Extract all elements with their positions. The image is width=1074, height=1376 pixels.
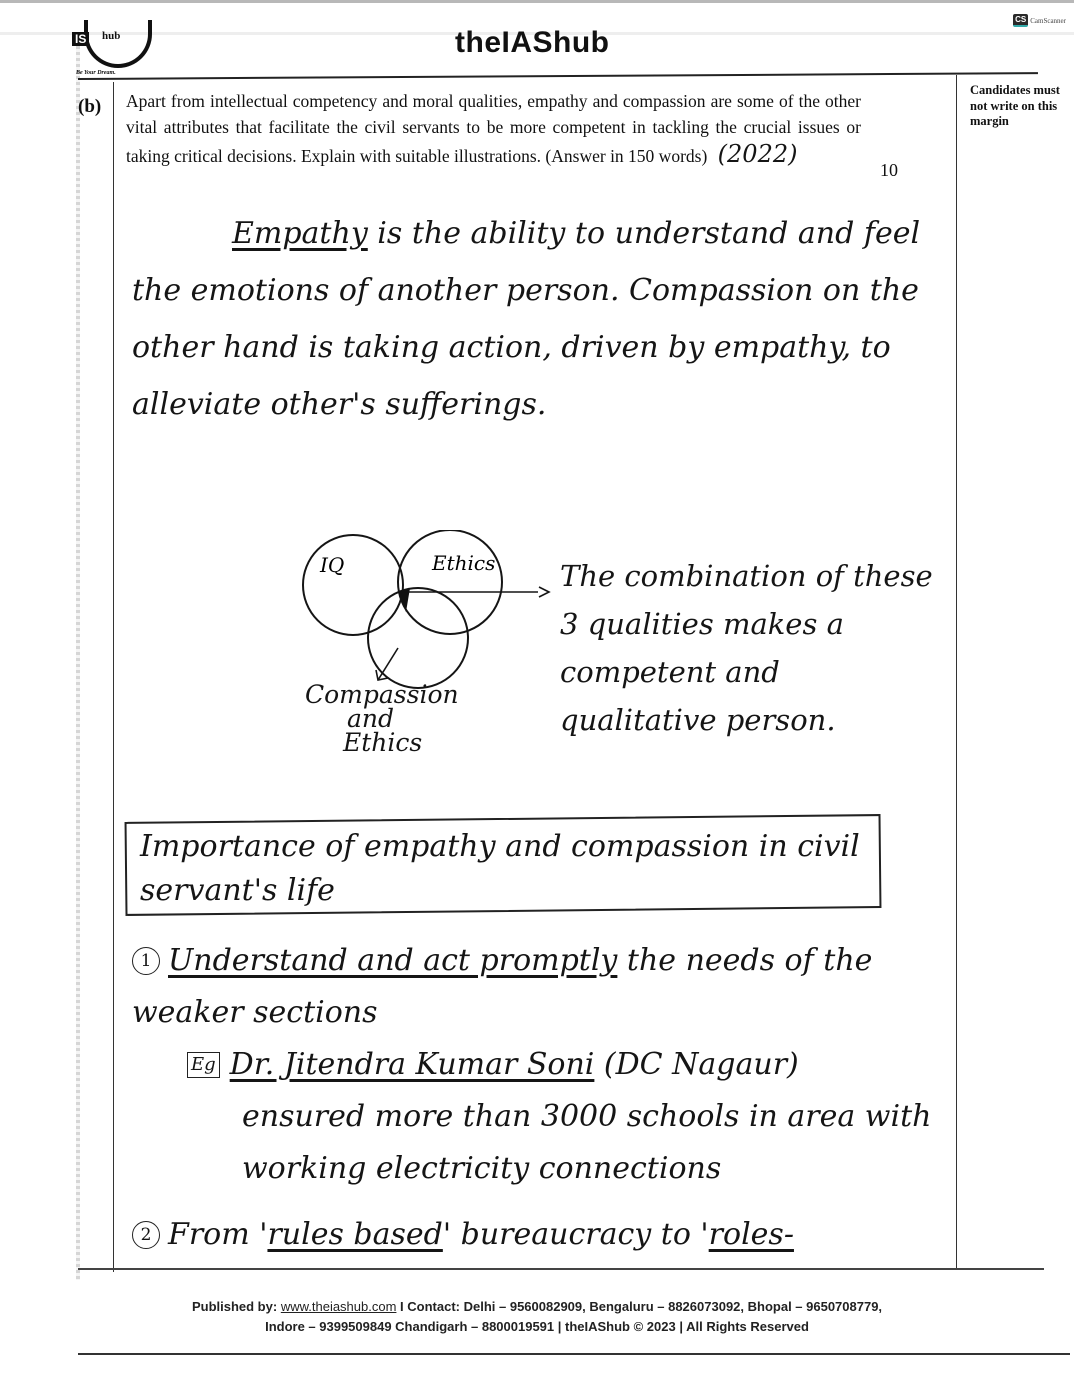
venn-circle-iq [303, 535, 403, 635]
point-1 [132, 935, 962, 1195]
example [132, 1039, 962, 1195]
question-label: (b) [78, 96, 102, 117]
point-title: Understand and act promptly [168, 943, 618, 978]
intro-keyword: Empathy [232, 216, 368, 251]
venn-diagram [298, 530, 538, 700]
down-arrow-line [378, 648, 398, 680]
venn-label-ethics: Ethics [432, 551, 496, 575]
point-text: the needs of the weaker sections [132, 943, 873, 1030]
point-text: ' bureaucracy to ' [442, 1217, 709, 1252]
brand-title: theIAShub [455, 26, 610, 59]
point-text: From ' [168, 1217, 268, 1252]
diagram-explanation: The combination of these 3 qualities makes a competent and qualitative person. [560, 559, 933, 737]
footer-rule [78, 1353, 1070, 1355]
header-rule [78, 72, 1038, 80]
question-text [126, 88, 861, 169]
arrowhead-icon [535, 585, 555, 599]
left-margin-line [113, 82, 114, 1272]
venn-circle-ethics [398, 530, 502, 634]
theiashub-logo [72, 30, 162, 80]
camscanner-logo-icon: CS [1013, 14, 1028, 27]
footer-published-label: Published by: [191, 1299, 278, 1314]
point-2 [132, 1209, 962, 1261]
logo-tagline: Be Your Dream. [76, 70, 116, 76]
logo-badge: IS [72, 32, 89, 46]
footer-contacts: I Contact: Delhi – 9560082909, Bengaluru – 8826073092, Bhopal – 9650708779, [396, 1299, 883, 1314]
bottom-label-line: Ethics [343, 728, 423, 757]
example-role: (DC Nagaur) [594, 1047, 799, 1082]
camscanner-badge [1013, 14, 1066, 27]
page-edge-shadow [76, 40, 80, 1280]
answer-intro [132, 205, 947, 433]
point-title: roles- [708, 1217, 794, 1252]
example-tag: Eg [187, 1052, 220, 1078]
camscanner-label: CamScanner [1030, 16, 1066, 25]
scan-edge [0, 0, 1074, 3]
intro-text: is the ability to understand and feel the emotions of another person. Compassion on the other hand is taking action, driven by empathy, to alleviate other's sufferings. [132, 216, 921, 422]
footer [0, 1297, 1074, 1337]
venn-bottom-label [305, 680, 505, 757]
page-bottom-rule [78, 1268, 1044, 1270]
question-marks: 10 [880, 160, 898, 180]
answer-points [132, 935, 962, 1261]
question-year-note: (2022) [717, 140, 798, 168]
venn-label-iq: IQ [320, 553, 345, 577]
footer-website-link[interactable]: www.theiashub.com [280, 1299, 397, 1314]
logo-wheel-icon [84, 20, 152, 68]
bottom-label-line: and [347, 704, 395, 733]
footer-line-1 [0, 1297, 1074, 1317]
footer-line-2: Indore – 9399509849 Chandigarh – 8800019591 | theIAShub © 2023 | All Rights Reserved [265, 1319, 809, 1334]
heading-box-text: Importance of empathy and compassion in civil servant's life [140, 829, 860, 908]
example-text: ensured more than 3000 schools in area with working electricity connections [242, 1099, 932, 1186]
margin-note: Candidates must not write on this margin [970, 83, 1060, 128]
bottom-label-line: Compassion [305, 680, 459, 709]
point-title: rules based [267, 1217, 443, 1252]
logo-name: hub [102, 30, 121, 42]
point-number: 1 [132, 947, 160, 975]
example-name: Dr. Jitendra Kumar Soni [229, 1047, 595, 1082]
point-number: 2 [132, 1221, 160, 1249]
question-body: Apart from intellectual competency and moral qualities, empathy and compassion are some of the other vital attributes that facilitate the civil servants to be more competent in tackling the crucial issues or taking critical decisions. Explain with suitable illustrations. (Answer in 150 words) [126, 91, 861, 166]
